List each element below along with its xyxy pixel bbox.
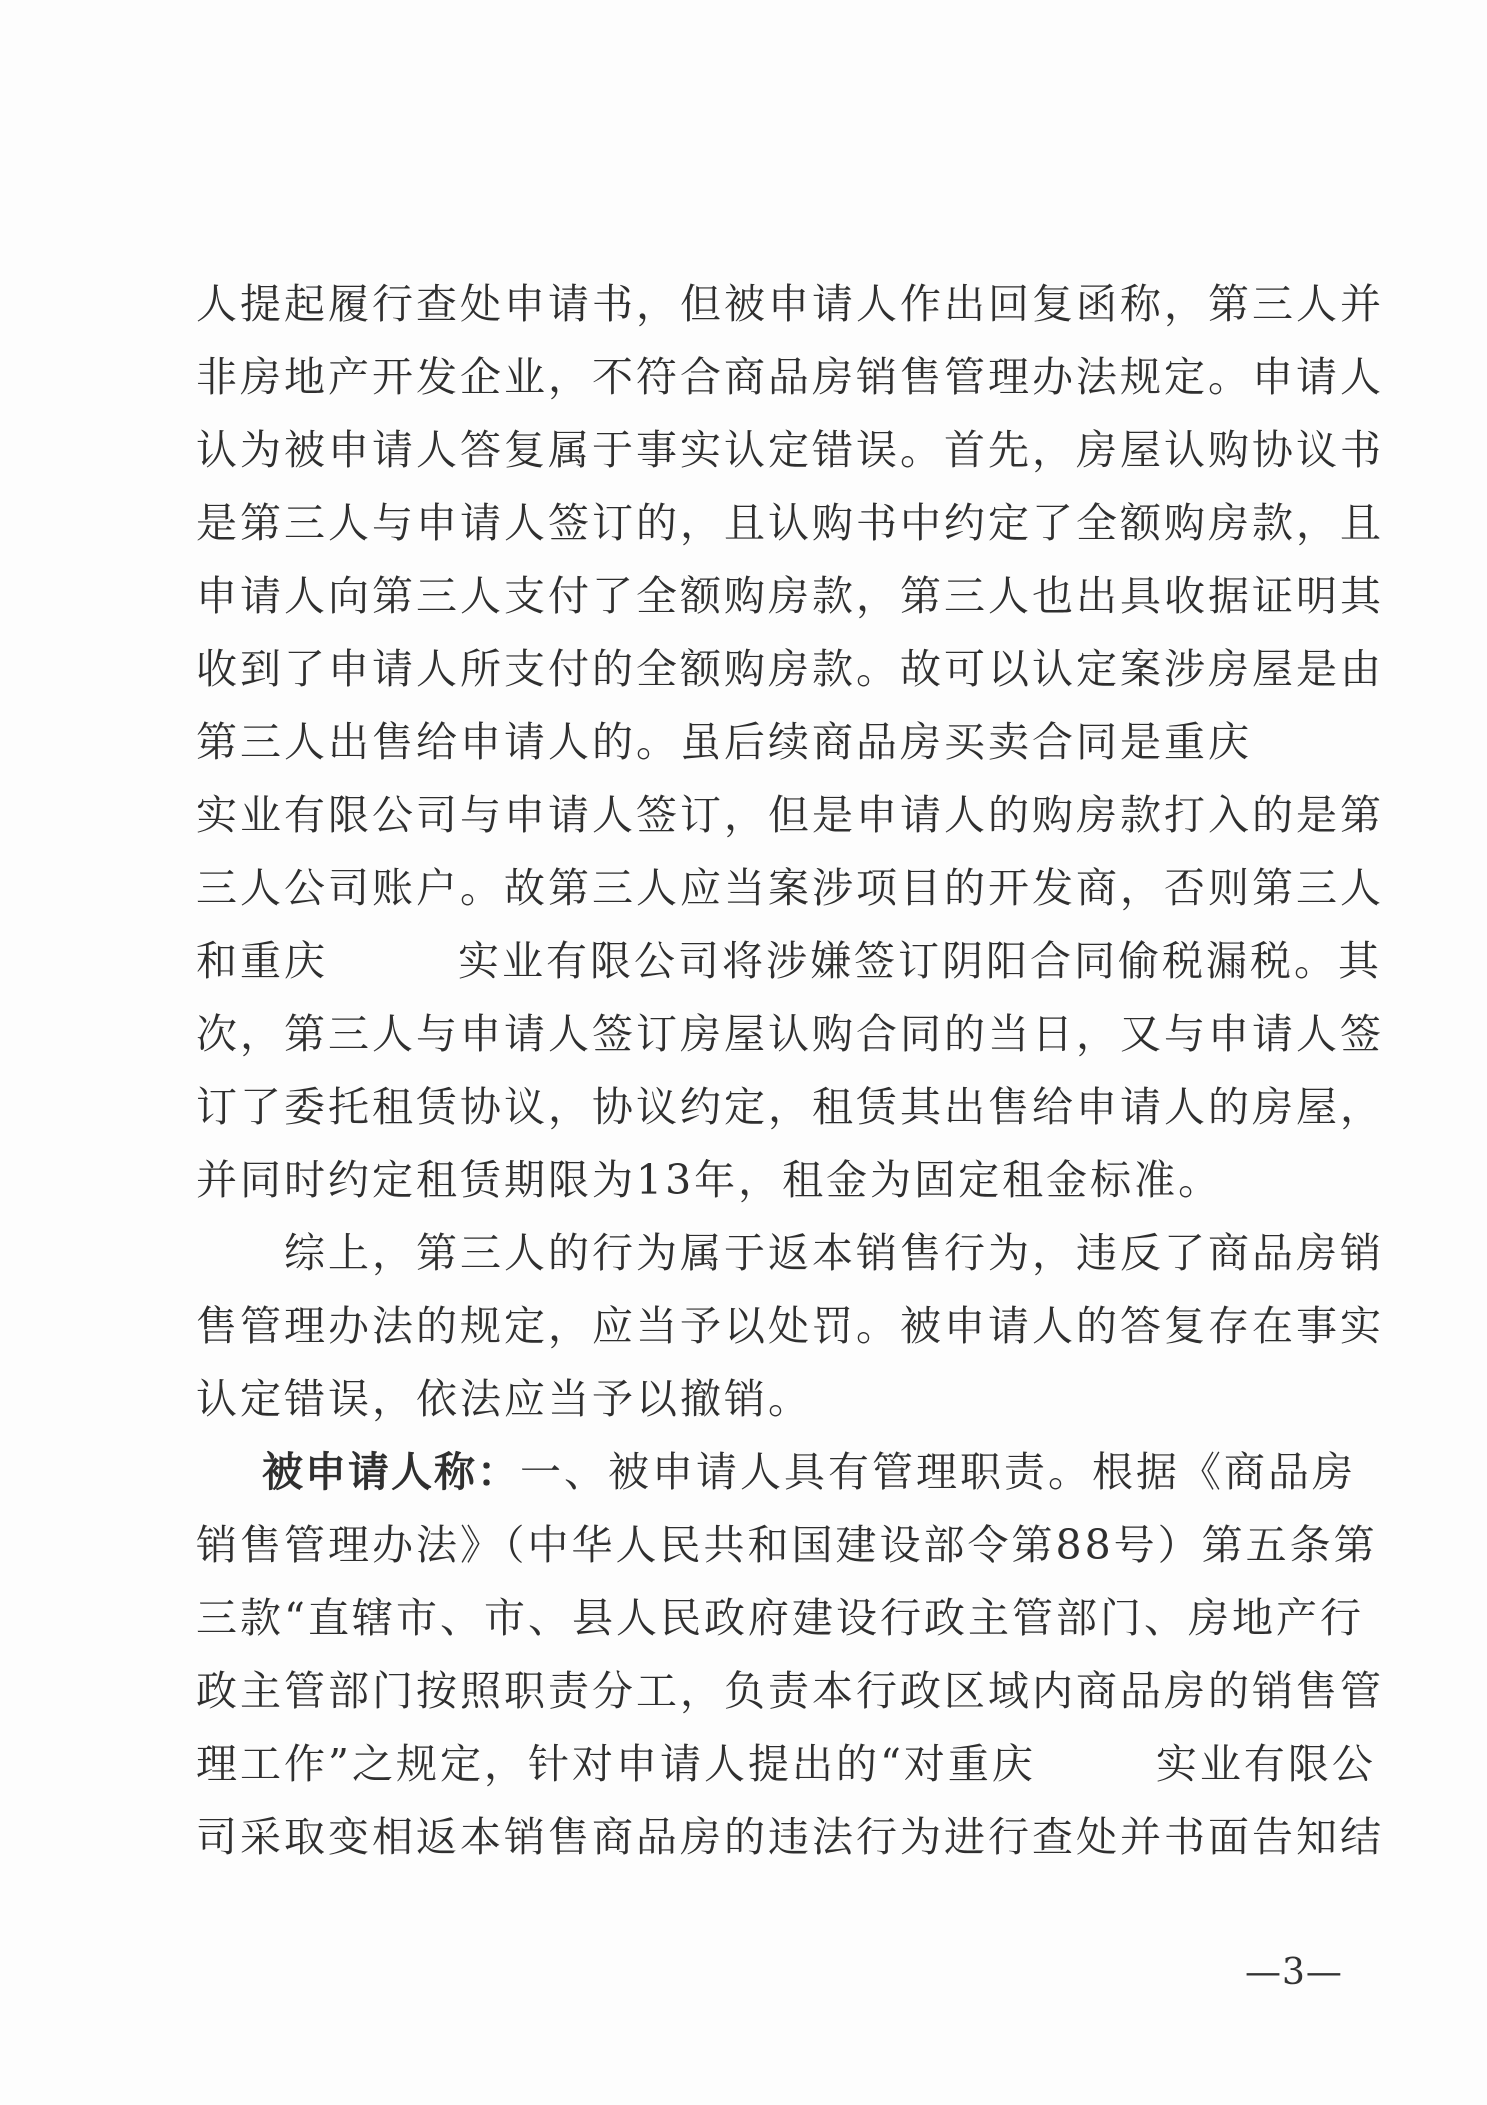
text-line: 次，第三人与申请人签订房屋认购合同的当日，又与申请人签 bbox=[196, 1010, 1384, 1058]
page-number: —3— bbox=[1245, 1952, 1343, 1993]
text-line bbox=[196, 1436, 1356, 1509]
text-line: 销售管理办法》（中华人民共和国建设部令第88号）第五条第 bbox=[196, 1521, 1378, 1569]
text-segment: 和重庆 bbox=[196, 937, 328, 985]
text-line bbox=[196, 1728, 1376, 1801]
text-line: 申请人向第三人支付了全额购房款，第三人也出具收据证明其 bbox=[196, 572, 1384, 620]
text-line: 是第三人与申请人签订的，且认购书中约定了全额购房款，且 bbox=[196, 499, 1384, 547]
text-segment: 一、被申请人具有管理职责。根据《商品房 bbox=[520, 1448, 1356, 1496]
text-line: 认定错误，依法应当予以撤销。 bbox=[196, 1375, 812, 1423]
text-line: 司采取变相返本销售商品房的违法行为进行查处并书面告知结 bbox=[196, 1813, 1384, 1861]
text-line: 三款“直辖市、市、县人民政府建设行政主管部门、房地产行 bbox=[196, 1594, 1364, 1642]
text-line bbox=[196, 925, 1382, 998]
text-line: 并同时约定租赁期限为13年，租金为固定租金标准。 bbox=[196, 1156, 1223, 1204]
text-line: 售管理办法的规定，应当予以处罚。被申请人的答复存在事实 bbox=[196, 1302, 1384, 1350]
text-segment: 实业有限公 bbox=[1155, 1740, 1376, 1788]
text-line: 人提起履行查处申请书，但被申请人作出回复函称，第三人并 bbox=[196, 280, 1384, 328]
text-line: 综上，第三人的行为属于返本销售行为，违反了商品房销 bbox=[284, 1229, 1384, 1277]
text-line: 非房地产开发企业，不符合商品房销售管理办法规定。申请人 bbox=[196, 353, 1384, 401]
text-line: 认为被申请人答复属于事实认定错误。首先，房屋认购协议书 bbox=[196, 426, 1384, 474]
text-line: 实业有限公司与申请人签订，但是申请人的购房款打入的是第 bbox=[196, 791, 1384, 839]
text-line: 三人公司账户。故第三人应当案涉项目的开发商，否则第三人 bbox=[196, 864, 1384, 912]
text-line: 政主管部门按照职责分工，负责本行政区域内商品房的销售管 bbox=[196, 1667, 1384, 1715]
text-segment: 实业有限公司将涉嫌签订阴阳合同偷税漏税。其 bbox=[458, 937, 1382, 985]
text-line: 收到了申请人所支付的全额购房款。故可以认定案涉房屋是由 bbox=[196, 645, 1384, 693]
body-text bbox=[196, 268, 1384, 1874]
text-line: 第三人出售给申请人的。虽后续商品房买卖合同是重庆 bbox=[196, 718, 1252, 766]
party-label: 被申请人称： bbox=[262, 1448, 520, 1496]
text-segment: 理工作”之规定，针对申请人提出的“对重庆 bbox=[196, 1740, 1036, 1788]
text-line: 订了委托租赁协议，协议约定，租赁其出售给申请人的房屋， bbox=[196, 1083, 1384, 1131]
